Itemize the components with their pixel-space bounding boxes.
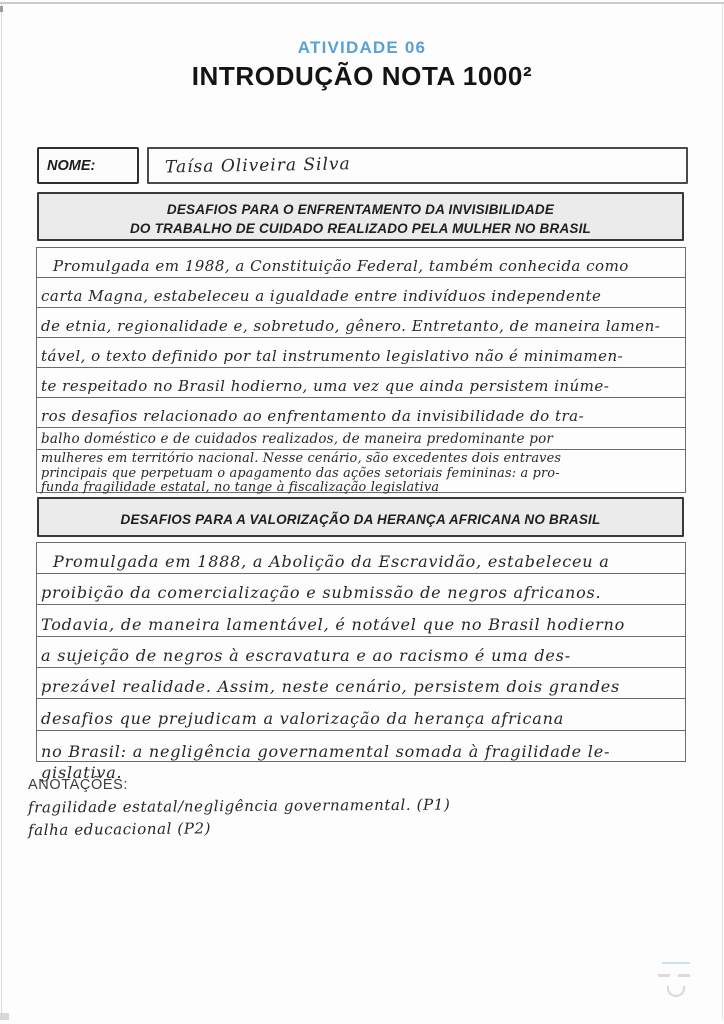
handwritten-line: funda fragilidade estatal, no tange à fiscalização legislativa xyxy=(41,480,440,494)
section1-heading-line2: DO TRABALHO DE CUIDADO REALIZADO PELA MULHER NO BRASIL xyxy=(129,221,592,236)
ruled-row xyxy=(37,248,685,278)
handwritten-line: prezável realidade. Assim, neste cenário, persistem dois grandes xyxy=(41,677,621,696)
scan-speck xyxy=(0,6,3,12)
section1-answer-area xyxy=(36,247,686,493)
ruled-row xyxy=(37,398,685,428)
handwritten-line: Promulgada em 1988, a Constituição Federal, também conhecida como xyxy=(53,257,629,275)
section2-heading-line1: DESAFIOS PARA A VALORIZAÇÃO DA HERANÇA AFRICANA NO BRASIL xyxy=(120,512,601,527)
ruled-row xyxy=(37,699,685,731)
name-field-row xyxy=(37,147,688,184)
handwritten-line: a sujeição de negros à escravatura e ao racismo é uma des- xyxy=(41,646,571,665)
ruled-row xyxy=(37,428,685,450)
handwritten-line: mulheres em território nacional. Nesse cenário, são excedentes dois entraves xyxy=(41,451,562,466)
name-label: NOME: xyxy=(37,147,139,184)
handwritten-line: de etnia, regionalidade e, sobretudo, gênero. Entretanto, de maneira lamen- xyxy=(41,317,661,335)
handwritten-line: no Brasil: a negligência governamental somada à fragilidade le- xyxy=(41,742,611,761)
handwritten-line: proibição da comercialização e submissão de negros africanos. xyxy=(41,583,602,602)
handwritten-line: gislativa. xyxy=(41,763,123,782)
annotation-line: fragilidade estatal/negligência governamental. (P1) xyxy=(27,795,451,817)
ruled-row xyxy=(37,637,685,668)
ruled-row xyxy=(37,450,685,494)
handwritten-line: carta Magna, estabeleceu a igualdade entre indivíduos independente xyxy=(41,287,602,305)
ruled-row xyxy=(37,338,685,368)
annotation-line: falha educacional (P2) xyxy=(27,819,212,840)
annotations-label: ANOTAÇÕES: xyxy=(28,777,128,793)
watermark-mark xyxy=(678,974,690,977)
handwritten-line: te respeitado no Brasil hodierno, uma vez que ainda persistem inúme- xyxy=(41,377,610,395)
scan-edge-left xyxy=(1,4,2,1020)
handwritten-line: Promulgada em 1888, a Abolição da Escravidão, estabeleceu a xyxy=(53,552,610,571)
section1-heading-box xyxy=(37,192,684,241)
section1-heading-line1: DESAFIOS PARA O ENFRENTAMENTO DA INVISIBILIDADE xyxy=(166,202,555,217)
activity-label: ATIVIDADE 06 xyxy=(297,38,427,57)
annotations-block xyxy=(27,777,451,840)
ruled-row xyxy=(37,574,685,605)
section2-answer-area xyxy=(36,542,686,762)
ruled-row xyxy=(37,668,685,699)
handwritten-line: principais que perpetuam o apagamento das ações setoriais femininas: a pro- xyxy=(41,465,560,481)
section2-heading-box xyxy=(37,497,684,537)
watermark-mark xyxy=(667,986,685,997)
handwritten-line: desafios que prejudicam a valorização da herança africana xyxy=(41,709,565,728)
ruled-row xyxy=(37,731,685,763)
scan-edge-top xyxy=(0,2,724,4)
watermark-logo xyxy=(656,962,696,1008)
scan-edge-right xyxy=(722,4,723,1020)
watermark-mark xyxy=(658,974,670,977)
handwritten-line: balho doméstico e de cuidados realizados, de maneira predominante por xyxy=(41,431,554,447)
ruled-row xyxy=(37,278,685,308)
handwritten-line: ros desafios relacionado ao enfrentamento da invisibilidade do tra- xyxy=(41,407,585,425)
ruled-row xyxy=(37,605,685,637)
name-input-box xyxy=(147,147,688,184)
ruled-row xyxy=(37,543,685,574)
page-title: INTRODUÇÃO NOTA 1000² xyxy=(191,61,533,91)
handwritten-line: Todavia, de maneira lamentável, é notável que no Brasil hodierno xyxy=(41,615,626,634)
name-handwritten-value: Taísa Oliveira Silva xyxy=(164,153,351,177)
handwritten-line: tável, o texto definido por tal instrumento legislativo não é minimamen- xyxy=(41,347,624,365)
scan-speck xyxy=(0,1013,9,1020)
ruled-row xyxy=(37,308,685,338)
page-header xyxy=(0,38,724,92)
ruled-row xyxy=(37,368,685,398)
